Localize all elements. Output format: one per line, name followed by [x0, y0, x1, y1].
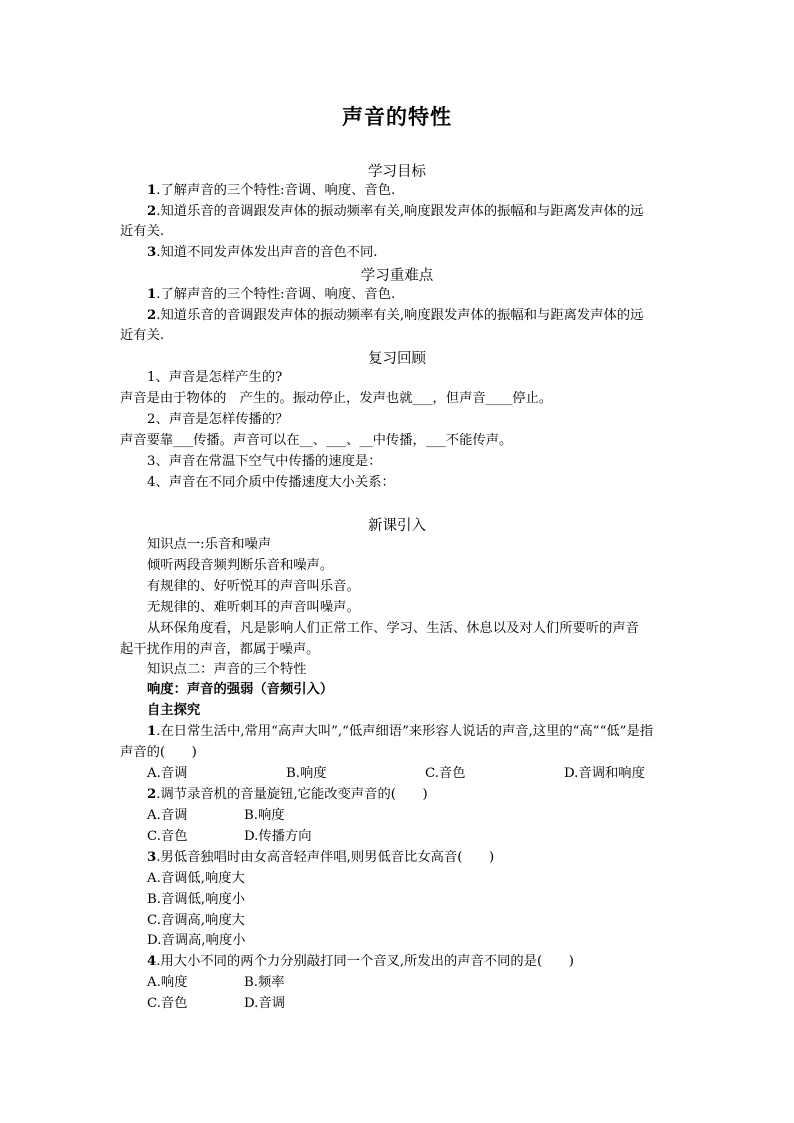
loudness-heading: 响度：声音的强弱（音频引入） — [147, 682, 334, 697]
keypoint-item-1: 1.了解声音的三个特性:音调、响度、音色. — [147, 287, 396, 302]
q2-option-a: A.音调 — [147, 808, 188, 823]
keypoint-item-2: 2.知道乐音的音调跟发声体的振动频率有关,响度跟发声体的振幅和与距离发声体的远 — [147, 308, 644, 323]
page-title: 声音的特性 — [342, 104, 452, 129]
goal-item-1: 1.了解声音的三个特性:音调、响度、音色. — [147, 183, 396, 198]
environment-paragraph: 从环保角度看，凡是影响人们正常工作、学习、生活、休息以及对人们所要听的声音 — [147, 621, 639, 636]
self-explore-heading: 自主探究 — [147, 703, 201, 718]
question-2: 2.调节录音机的音量旋钮,它能改变声音的( ) — [147, 787, 428, 802]
q4-option-a: A.响度 — [147, 975, 188, 990]
q3-option-d: D.音调高,响度小 — [147, 933, 246, 948]
new-lesson-line-3: 无规律的、难听刺耳的声音叫噪声。 — [147, 600, 360, 615]
q1-option-d: D.音调和响度 — [564, 766, 645, 781]
review-line-5: 3、声音在常温下空气中传播的速度是： — [147, 454, 382, 469]
question-3: 3.男低音独唱时由女高音轻声伴唱,则男低音比女高音( ) — [147, 850, 495, 865]
q2-option-d: D.传播方向 — [244, 829, 312, 844]
q1-option-b: B.响度 — [286, 766, 327, 781]
q2-option-c: C.音色 — [147, 829, 188, 844]
goal-item-3: 3.知道不同发声体发出声音的音色不同. — [147, 245, 378, 260]
new-lesson-line-2: 有规律的、好听悦耳的声音叫乐音。 — [147, 579, 360, 594]
q2-option-b: B.响度 — [244, 808, 285, 823]
keypoint-item-2-cont: 近有关. — [120, 328, 165, 343]
heading-learning-goals: 学习目标 — [368, 164, 426, 180]
review-line-2: 声音是由于物体的 产生的。振动停止，发声也就___，但声音____停止。 — [120, 391, 553, 406]
review-line-3: 2、声音是怎样传播的？ — [147, 412, 289, 427]
knowledge-point-2: 知识点二：声音的三个特性 — [147, 662, 307, 677]
question-1: 1.在日常生活中,常用“高声大叫”,“低声细语”来形容人说话的声音,这里的“高”“低”是指 — [147, 724, 654, 739]
q1-option-a: A.音调 — [147, 766, 188, 781]
review-line-1: 1、声音是怎样产生的? — [147, 370, 283, 385]
new-lesson-line-1: 倾听两段音频判断乐音和噪声。 — [147, 558, 334, 573]
heading-review: 复习回顾 — [368, 351, 426, 367]
knowledge-point-1: 知识点一:乐音和噪声 — [147, 537, 272, 552]
q4-option-d: D.音调 — [244, 996, 286, 1011]
q3-option-a: A.音调低,响度大 — [147, 871, 245, 886]
goal-item-2-cont: 近有关. — [120, 224, 165, 239]
q3-option-b: B.音调低,响度小 — [147, 892, 246, 907]
question-1-cont: 声音的( ) — [120, 745, 197, 760]
q4-option-b: B.频率 — [244, 975, 285, 990]
environment-paragraph-cont: 起干扰作用的声音，都属于噪声。 — [120, 642, 320, 657]
heading-new-lesson: 新课引入 — [368, 518, 426, 534]
review-line-4: 声音要靠___传播。声音可以在__、___、__中传播，___不能传声。 — [120, 433, 513, 448]
q3-option-c: C.音调高,响度大 — [147, 913, 245, 928]
question-4: 4.用大小不同的两个力分别敲打同一个音叉,所发出的声音不同的是( ) — [147, 954, 574, 969]
heading-key-points: 学习重难点 — [360, 268, 434, 284]
review-line-6: 4、声音在不同介质中传播速度大小关系： — [147, 475, 395, 490]
q4-option-c: C.音色 — [147, 996, 188, 1011]
q1-option-c: C.音色 — [425, 766, 466, 781]
goal-item-2: 2.知道乐音的音调跟发声体的振动频率有关,响度跟发声体的振幅和与距离发声体的远 — [147, 204, 644, 219]
